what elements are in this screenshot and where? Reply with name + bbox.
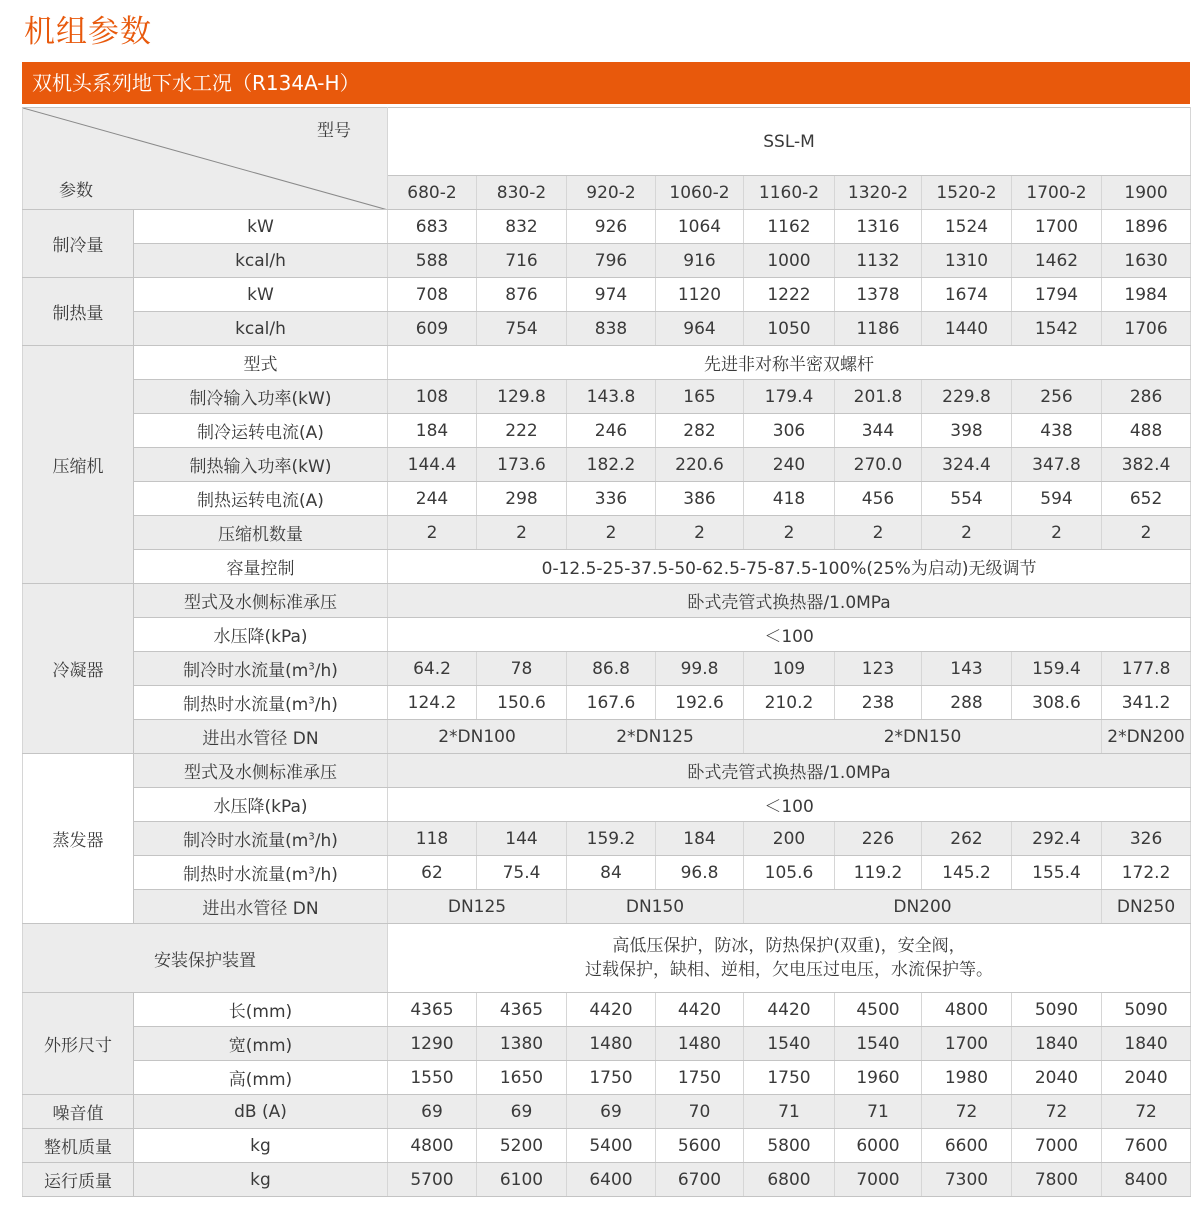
pipe-size-cell: 2*DN100 [388,720,567,754]
value-cell: 210.2 [744,686,835,720]
value-cell: 108 [388,380,477,414]
value-cell: 488 [1102,414,1191,448]
table-row [23,346,1191,380]
model-header-cell: 830-2 [477,176,567,210]
value-cell: 165 [656,380,744,414]
value-cell: 1750 [656,1061,744,1095]
value-cell: 1380 [477,1027,567,1061]
param-label: kcal/h [134,244,388,278]
value-cell: 1542 [1012,312,1102,346]
value-cell: 6600 [922,1129,1012,1163]
value-cell: 1960 [835,1061,922,1095]
value-cell: 7300 [922,1163,1012,1197]
value-cell: 796 [567,244,656,278]
table-row [23,856,1191,890]
value-cell: 4365 [477,993,567,1027]
group-label: 制冷量 [23,210,134,278]
value-cell: 144 [477,822,567,856]
value-cell: 72 [1012,1095,1102,1129]
value-cell: 72 [922,1095,1012,1129]
value-cell: 1120 [656,278,744,312]
value-cell: 838 [567,312,656,346]
value-cell: 2040 [1012,1061,1102,1095]
param-label: 进出水管径 DN [134,890,388,924]
value-cell: 286 [1102,380,1191,414]
value-cell: 124.2 [388,686,477,720]
value-cell: 173.6 [477,448,567,482]
value-cell: 7600 [1102,1129,1191,1163]
value-cell: 5600 [656,1129,744,1163]
param-label: 制热运转电流(A) [134,482,388,516]
model-header-cell: 1900 [1102,176,1191,210]
value-cell: 150.6 [477,686,567,720]
table-row [23,788,1191,822]
param-label: 高(mm) [134,1061,388,1095]
value-cell: 192.6 [656,686,744,720]
pipe-size-cell: 2*DN125 [567,720,744,754]
param-label: kg [134,1129,388,1163]
value-cell: 201.8 [835,380,922,414]
value-cell: 2 [567,516,656,550]
value-cell: 6000 [835,1129,922,1163]
value-cell: 4500 [835,993,922,1027]
page-title: 机组参数 [24,14,152,50]
value-cell: 876 [477,278,567,312]
param-label: 进出水管径 DN [134,720,388,754]
table-row [23,210,1191,244]
value-cell: 5800 [744,1129,835,1163]
value-cell: 177.8 [1102,652,1191,686]
value-cell: 1186 [835,312,922,346]
value-cell: 2040 [1102,1061,1191,1095]
value-cell: 2 [1102,516,1191,550]
param-label: kg [134,1163,388,1197]
group-label: 整机质量 [23,1129,134,1163]
table-row [23,1095,1191,1129]
value-cell: 308.6 [1012,686,1102,720]
value-cell: 6800 [744,1163,835,1197]
value-cell: 341.2 [1102,686,1191,720]
value-cell: 456 [835,482,922,516]
value-cell: 5400 [567,1129,656,1163]
model-header-cell: 920-2 [567,176,656,210]
value-cell: 84 [567,856,656,890]
table-row [23,550,1191,584]
value-cell: 2 [922,516,1012,550]
value-cell: 62 [388,856,477,890]
value-cell: 7000 [1012,1129,1102,1163]
value-cell: 4800 [922,993,1012,1027]
value-cell: 1750 [567,1061,656,1095]
value-cell: 119.2 [835,856,922,890]
value-cell: 554 [922,482,1012,516]
param-label: 压缩机数量 [134,516,388,550]
param-label: 型式及水侧标准承压 [134,584,388,618]
value-cell: 184 [656,822,744,856]
table-row [23,754,1191,788]
table-row [23,1129,1191,1163]
table-row [23,380,1191,414]
value-cell: 71 [744,1095,835,1129]
value-cell: 298 [477,482,567,516]
group-label: 运行质量 [23,1163,134,1197]
value-cell: 382.4 [1102,448,1191,482]
pipe-size-cell: DN200 [744,890,1102,924]
merged-value-cell: 0-12.5-25-37.5-50-62.5-75-87.5-100%(25%为启动)无级调节 [388,550,1191,584]
param-label: 制冷运转电流(A) [134,414,388,448]
value-cell: 159.4 [1012,652,1102,686]
value-cell: 270.0 [835,448,922,482]
param-label: 长(mm) [134,993,388,1027]
table-row [23,584,1191,618]
value-cell: 4420 [567,993,656,1027]
value-cell: 69 [567,1095,656,1129]
param-label: 制冷输入功率(kW) [134,380,388,414]
merged-value-cell: ＜100 [388,618,1191,652]
flow-unit-superscript: 3 [308,695,315,707]
protection-line-1: 高低压保护，防冰，防热保护(双重)，安全阀， [612,936,966,956]
param-label [134,856,388,890]
table-row [23,244,1191,278]
flow-unit-superscript: 3 [308,865,315,877]
value-cell: 256 [1012,380,1102,414]
merged-value-cell: ＜100 [388,788,1191,822]
model-header-cell: 1160-2 [744,176,835,210]
value-cell: 86.8 [567,652,656,686]
value-cell: 5090 [1102,993,1191,1027]
value-cell: 69 [388,1095,477,1129]
value-cell: 182.2 [567,448,656,482]
value-cell: 1480 [656,1027,744,1061]
value-cell: 5700 [388,1163,477,1197]
flow-label-text: 制冷时水流量(m [183,831,309,851]
value-cell: 1840 [1012,1027,1102,1061]
value-cell: 2 [477,516,567,550]
value-cell: 123 [835,652,922,686]
value-cell: 159.2 [567,822,656,856]
flow-label-text: 制热时水流量(m [183,695,309,715]
value-cell: 5200 [477,1129,567,1163]
value-cell: 64.2 [388,652,477,686]
table-row [23,482,1191,516]
value-cell: 1000 [744,244,835,278]
value-cell: 72 [1102,1095,1191,1129]
param-label: kW [134,210,388,244]
merged-value-cell: 卧式壳管式换热器/1.0MPa [388,754,1191,788]
table-row [23,686,1191,720]
value-cell: 118 [388,822,477,856]
value-cell: 609 [388,312,477,346]
param-label [134,652,388,686]
value-cell: 105.6 [744,856,835,890]
protection-value [388,924,1191,993]
value-cell: 1540 [835,1027,922,1061]
value-cell: 1378 [835,278,922,312]
value-cell: 1132 [835,244,922,278]
model-header-cell: 1060-2 [656,176,744,210]
value-cell: 144.4 [388,448,477,482]
protection-line-2: 过载保护，缺相、逆相，欠电压过电压，水流保护等。 [585,960,994,980]
value-cell: 1794 [1012,278,1102,312]
value-cell: 1050 [744,312,835,346]
group-label: 冷凝器 [23,584,134,754]
flow-unit-tail: /h) [314,661,338,681]
value-cell: 1750 [744,1061,835,1095]
value-cell: 7800 [1012,1163,1102,1197]
group-label: 蒸发器 [23,754,134,924]
value-cell: 1540 [744,1027,835,1061]
value-cell: 398 [922,414,1012,448]
model-header-cell: 1520-2 [922,176,1012,210]
value-cell: 1524 [922,210,1012,244]
param-label: 型式 [134,346,388,380]
value-cell: 386 [656,482,744,516]
value-cell: 292.4 [1012,822,1102,856]
value-cell: 172.2 [1102,856,1191,890]
value-cell: 222 [477,414,567,448]
param-label: 水压降(kPa) [134,618,388,652]
pipe-size-cell: DN250 [1102,890,1191,924]
value-cell: 1650 [477,1061,567,1095]
param-label: kcal/h [134,312,388,346]
value-cell: 226 [835,822,922,856]
table-row [23,1163,1191,1197]
value-cell: 1896 [1102,210,1191,244]
table-row [23,822,1191,856]
value-cell: 6400 [567,1163,656,1197]
value-cell: 1706 [1102,312,1191,346]
table-row [23,1061,1191,1095]
merged-value-cell: 先进非对称半密双螺杆 [388,346,1191,380]
value-cell: 143.8 [567,380,656,414]
value-cell: 438 [1012,414,1102,448]
model-header-cell: 680-2 [388,176,477,210]
value-cell: 2 [388,516,477,550]
corner-bottom-label: 参数 [59,181,93,201]
value-cell: 1462 [1012,244,1102,278]
value-cell: 129.8 [477,380,567,414]
value-cell: 1840 [1102,1027,1191,1061]
value-cell: 652 [1102,482,1191,516]
param-label: 宽(mm) [134,1027,388,1061]
value-cell: 4800 [388,1129,477,1163]
value-cell: 1316 [835,210,922,244]
value-cell: 344 [835,414,922,448]
pipe-size-cell: DN150 [567,890,744,924]
value-cell: 1674 [922,278,1012,312]
value-cell: 588 [388,244,477,278]
value-cell: 4420 [744,993,835,1027]
flow-unit-superscript: 3 [308,661,315,673]
series-header: SSL-M [388,108,1191,176]
value-cell: 145.2 [922,856,1012,890]
table-row [23,618,1191,652]
value-cell: 2 [835,516,922,550]
value-cell: 326 [1102,822,1191,856]
param-label: kW [134,278,388,312]
value-cell: 1550 [388,1061,477,1095]
value-cell: 5090 [1012,993,1102,1027]
value-cell: 229.8 [922,380,1012,414]
value-cell: 418 [744,482,835,516]
flow-unit-superscript: 3 [308,831,315,843]
value-cell: 347.8 [1012,448,1102,482]
value-cell: 974 [567,278,656,312]
value-cell: 78 [477,652,567,686]
table-row [23,312,1191,346]
value-cell: 2 [656,516,744,550]
value-cell: 71 [835,1095,922,1129]
table-row [23,890,1191,924]
value-cell: 246 [567,414,656,448]
value-cell: 167.6 [567,686,656,720]
flow-label-text: 制热时水流量(m [183,865,309,885]
value-cell: 2 [744,516,835,550]
merged-value-cell: 卧式壳管式换热器/1.0MPa [388,584,1191,618]
value-cell: 288 [922,686,1012,720]
value-cell: 155.4 [1012,856,1102,890]
flow-unit-tail: /h) [314,831,338,851]
value-cell: 1440 [922,312,1012,346]
value-cell: 1290 [388,1027,477,1061]
table-corner [23,108,388,210]
value-cell: 324.4 [922,448,1012,482]
value-cell: 2 [1012,516,1102,550]
table-row [23,278,1191,312]
param-label: 水压降(kPa) [134,788,388,822]
table-row [23,924,1191,993]
value-cell: 708 [388,278,477,312]
table-row [23,414,1191,448]
pipe-size-cell: 2*DN200 [1102,720,1191,754]
group-label: 噪音值 [23,1095,134,1129]
group-label: 制热量 [23,278,134,346]
param-label [134,822,388,856]
pipe-size-cell: DN125 [388,890,567,924]
model-header-cell: 1320-2 [835,176,922,210]
value-cell: 1162 [744,210,835,244]
value-cell: 336 [567,482,656,516]
value-cell: 6100 [477,1163,567,1197]
flow-unit-tail: /h) [314,865,338,885]
value-cell: 240 [744,448,835,482]
section-banner: 双机头系列地下水工况（R134A-H） [22,62,1190,104]
value-cell: 1980 [922,1061,1012,1095]
value-cell: 7000 [835,1163,922,1197]
value-cell: 109 [744,652,835,686]
value-cell: 683 [388,210,477,244]
flow-unit-tail: /h) [314,695,338,715]
value-cell: 143 [922,652,1012,686]
value-cell: 96.8 [656,856,744,890]
value-cell: 282 [656,414,744,448]
value-cell: 1310 [922,244,1012,278]
value-cell: 179.4 [744,380,835,414]
value-cell: 306 [744,414,835,448]
value-cell: 200 [744,822,835,856]
value-cell: 1630 [1102,244,1191,278]
value-cell: 754 [477,312,567,346]
table-row [23,1027,1191,1061]
value-cell: 8400 [1102,1163,1191,1197]
table-row [23,516,1191,550]
table-row [23,993,1191,1027]
spec-table [22,107,1191,1197]
value-cell: 1480 [567,1027,656,1061]
table-row [23,720,1191,754]
param-label: 型式及水侧标准承压 [134,754,388,788]
param-label: 容量控制 [134,550,388,584]
value-cell: 1700 [922,1027,1012,1061]
value-cell: 6700 [656,1163,744,1197]
value-cell: 69 [477,1095,567,1129]
param-label: dB (A) [134,1095,388,1129]
group-label: 压缩机 [23,346,134,584]
value-cell: 1984 [1102,278,1191,312]
value-cell: 1222 [744,278,835,312]
value-cell: 244 [388,482,477,516]
value-cell: 184 [388,414,477,448]
value-cell: 832 [477,210,567,244]
model-header-cell: 1700-2 [1012,176,1102,210]
group-label: 外形尺寸 [23,993,134,1095]
value-cell: 99.8 [656,652,744,686]
value-cell: 238 [835,686,922,720]
value-cell: 4365 [388,993,477,1027]
protection-label: 安装保护装置 [23,924,388,993]
value-cell: 75.4 [477,856,567,890]
param-label: 制热输入功率(kW) [134,448,388,482]
value-cell: 716 [477,244,567,278]
table-row [23,448,1191,482]
pipe-size-cell: 2*DN150 [744,720,1102,754]
value-cell: 262 [922,822,1012,856]
value-cell: 964 [656,312,744,346]
value-cell: 4420 [656,993,744,1027]
value-cell: 926 [567,210,656,244]
flow-label-text: 制冷时水流量(m [183,661,309,681]
value-cell: 220.6 [656,448,744,482]
corner-top-label: 型号 [317,121,351,141]
table-row [23,652,1191,686]
value-cell: 916 [656,244,744,278]
value-cell: 70 [656,1095,744,1129]
value-cell: 594 [1012,482,1102,516]
value-cell: 1064 [656,210,744,244]
value-cell: 1700 [1012,210,1102,244]
param-label [134,686,388,720]
